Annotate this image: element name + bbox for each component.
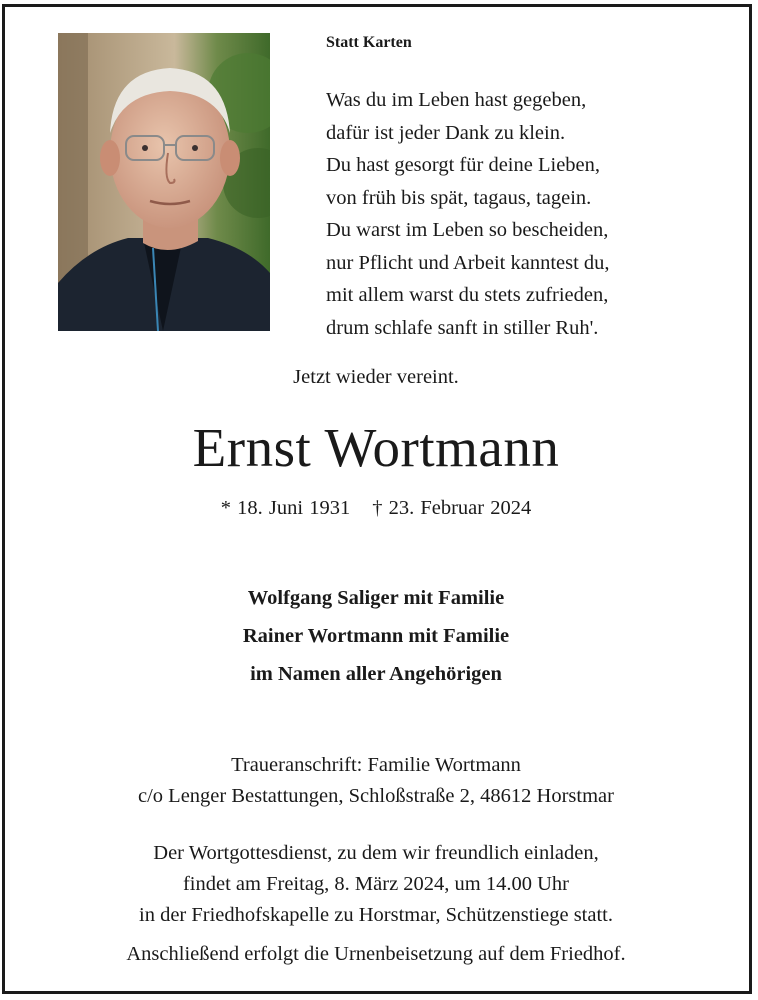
portrait-photo [58,33,270,331]
poem-line: nur Pflicht und Arbeit kanntest du, [326,251,610,274]
poem-line: Du hast gesorgt für deine Lieben, [326,154,601,176]
service-info-line: in der Friedhofskapelle zu Horstmar, Schützenstiege statt. [139,904,613,926]
service-info-line: Der Wortgottesdienst, zu dem wir freundlich einladen, [153,842,599,864]
poem-line: mit allem warst du stets zufrieden, [326,284,609,306]
mourning-address-line: c/o Lenger Bestattungen, Schloßstraße 2, 48612 Horstmar [138,785,614,807]
mourner-line: Wolfgang Saliger mit Familie [247,587,505,609]
birth-date: * 18. Juni 1931 [220,497,351,519]
poem-line: drum schlafe sanft in stiller Ruh'. [326,316,599,339]
statt-karten-label: Statt Karten [326,34,412,51]
life-dates [0,497,752,520]
poem [326,84,736,344]
service-info-line: findet am Freitag, 8. März 2024, um 14.00 Uhr [182,873,569,895]
death-date: † 23. Februar 2024 [372,497,532,519]
poem-line: Du warst im Leben so bescheiden, [326,219,609,241]
poem-line: Was du im Leben hast gegeben, [326,89,587,111]
poem-line: von früh bis spät, tagaus, tagein. [326,186,592,209]
mourner-line: im Namen aller Angehörigen [250,663,502,685]
service-info-line: Anschließend erfolgt die Urnenbeisetzung auf dem Friedhof. [126,943,626,965]
reunited-text: Jetzt wieder vereint. [293,366,459,388]
mourning-address-line: Traueranschrift: Familie Wortmann [231,754,521,776]
mourner-line: Rainer Wortmann mit Familie [242,625,510,647]
deceased-name: Ernst Wortmann [192,417,560,478]
poem-line: dafür ist jeder Dank zu klein. [326,121,566,144]
